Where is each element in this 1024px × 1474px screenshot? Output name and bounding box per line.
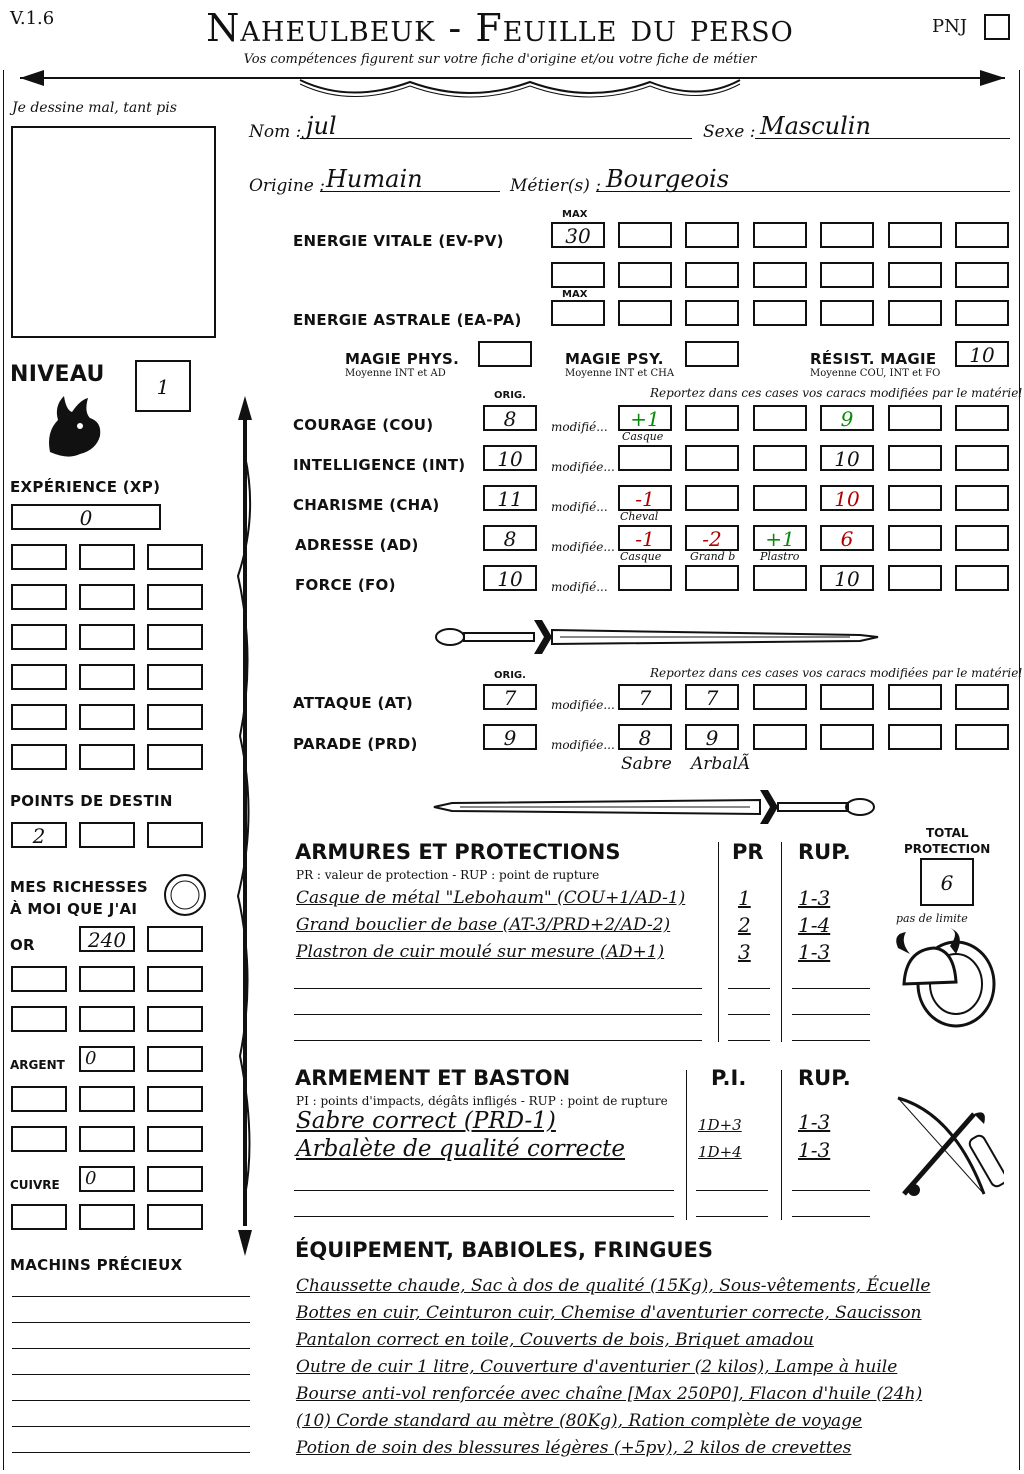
weapon-line (294, 1190, 674, 1191)
pnj-checkbox[interactable] (984, 14, 1010, 40)
parade-v2-box[interactable] (685, 724, 739, 750)
adresse-cell[interactable] (955, 525, 1009, 551)
xp-cell[interactable] (11, 624, 67, 650)
charisme-final-box[interactable] (820, 485, 874, 511)
equipment-line: Bourse anti-vol renforcée avec chaîne [Max 250P0], Flacon d'huile (24h) (296, 1384, 923, 1404)
precious-line (12, 1348, 250, 1349)
adresse-mod1: -1 (635, 527, 655, 551)
argent-cell[interactable] (147, 1086, 203, 1112)
intelligence-cell[interactable] (955, 445, 1009, 471)
magie-phys-label: MAGIE PHYS. (345, 350, 460, 368)
armor-item-rup: 1-3 (798, 940, 831, 964)
cuivre-label: CUIVRE (10, 1178, 60, 1192)
weapon-item-name: Arbalète de qualité correcte (296, 1136, 626, 1162)
xp-cell[interactable] (147, 744, 203, 770)
argent-box[interactable] (79, 1046, 135, 1072)
armor-item-pr: 1 (738, 886, 751, 910)
cuivre-cell[interactable] (147, 1204, 203, 1230)
courage-final: 9 (840, 407, 854, 431)
armor-item-rup: 1-3 (798, 886, 831, 910)
force-cell[interactable] (685, 565, 739, 591)
armor-divider (781, 842, 782, 1042)
adresse-final: 6 (840, 527, 854, 551)
precious-line (12, 1296, 250, 1297)
armor-line (792, 988, 870, 989)
xp-cell[interactable] (147, 624, 203, 650)
cuivre-cell[interactable] (79, 1204, 135, 1230)
metier-line (596, 191, 1010, 192)
equipment-line: Pantalon correct en toile, Couverts de bois, Briquet amadou (296, 1330, 814, 1350)
charisme-mod1-box[interactable] (618, 485, 672, 511)
armor-line (294, 1040, 702, 1041)
report-note: Reportez dans ces cases vos caracs modifiées par le matériel (650, 386, 1023, 400)
armor-note: PR : valeur de protection - RUP : point de rupture (296, 868, 600, 882)
sexe-field[interactable]: Masculin (760, 112, 871, 140)
ev-cell[interactable] (753, 262, 807, 288)
resist-value: 10 (969, 343, 995, 367)
charisme-cell[interactable] (955, 485, 1009, 511)
origine-line (320, 191, 500, 192)
weapon-item-rup: 1-3 (798, 1138, 831, 1162)
frame-right (1019, 70, 1020, 1470)
adresse-mod2-box[interactable] (685, 525, 739, 551)
intelligence-modifiee: modifiée... (551, 460, 615, 474)
charisme-mod1-note: Cheval (620, 510, 659, 523)
or-box[interactable] (79, 926, 135, 952)
force-label: FORCE (FO) (295, 576, 396, 594)
intelligence-label: INTELLIGENCE (INT) (293, 456, 466, 474)
xp-cell[interactable] (147, 584, 203, 610)
courage-mod1-box[interactable] (618, 405, 672, 431)
magie-phys-box[interactable] (478, 341, 532, 367)
courage-final-box[interactable] (820, 405, 874, 431)
weapon-line (696, 1190, 768, 1191)
parade-v1-box[interactable] (618, 724, 672, 750)
weapons-title: ARMEMENT ET BASTON (295, 1066, 571, 1090)
armor-line (728, 988, 770, 989)
intelligence-cell[interactable] (685, 445, 739, 471)
charisme-mod1: -1 (635, 487, 655, 511)
or-cell[interactable] (147, 1006, 203, 1032)
attaque-cell[interactable] (820, 684, 874, 710)
ev-cell[interactable] (888, 262, 942, 288)
precious-line (12, 1374, 250, 1375)
charisme-final: 10 (834, 487, 860, 511)
cuivre-cell[interactable] (11, 1204, 67, 1230)
equipment-line: Chaussette chaude, Sac à dos de qualité (15Kg), Sous-vêtements, Écuelle (296, 1276, 931, 1296)
armor-item-name: Grand bouclier de base (AT-3/PRD+2/AD-2) (296, 915, 671, 935)
charisme-cell[interactable] (888, 485, 942, 511)
ev-max-value: 30 (565, 224, 591, 248)
nom-field[interactable]: jul (306, 112, 337, 140)
xp-cell[interactable] (79, 584, 135, 610)
argent-cell[interactable] (79, 1086, 135, 1112)
parade-v1: 8 (638, 726, 652, 750)
armor-line (294, 1014, 702, 1015)
force-cell[interactable] (955, 565, 1009, 591)
armor-line (792, 1014, 870, 1015)
armor-pr-label: PR (732, 840, 764, 864)
ea-cell[interactable] (820, 300, 874, 326)
or-label: OR (10, 936, 35, 954)
or-cell[interactable] (11, 1006, 67, 1032)
ev-max-label: MAX (562, 209, 588, 220)
ea-max-label: MAX (562, 289, 588, 300)
ev-cell[interactable] (551, 262, 605, 288)
adresse-mod2-note: Grand b (690, 550, 736, 563)
portrait-caption: Je dessine mal, tant pis (12, 100, 177, 116)
weapons-rup-label: RUP. (798, 1066, 851, 1090)
sexe-label: Sexe : (703, 122, 756, 142)
or-value: 240 (87, 928, 127, 952)
adresse-mod1-note: Casque (620, 550, 662, 563)
charisme-orig: 11 (497, 487, 523, 511)
adresse-label: ADRESSE (AD) (295, 536, 419, 554)
resist-note: Moyenne COU, INT et FO (810, 368, 941, 379)
adresse-mod1-box[interactable] (618, 525, 672, 551)
intelligence-orig: 10 (497, 447, 523, 471)
ev-max-box[interactable] (551, 222, 605, 248)
armor-divider (718, 842, 719, 1042)
destin-box[interactable] (11, 822, 67, 848)
parade-cell[interactable] (820, 724, 874, 750)
subtitle: Vos compétences figurent sur votre fiche d'origine et/ou votre fiche de métier (243, 52, 757, 67)
nom-label: Nom : (249, 122, 302, 142)
xp-cell[interactable] (147, 664, 203, 690)
or-cell[interactable] (147, 926, 203, 952)
weapon-item-name: Sabre correct (PRD-1) (296, 1108, 556, 1134)
armor-item-name: Plastron de cuir moulé sur mesure (AD+1) (296, 942, 665, 962)
courage-cell[interactable] (955, 405, 1009, 431)
courage-mod1: +1 (630, 407, 660, 431)
precious-line (12, 1452, 250, 1453)
ev-cell[interactable] (753, 222, 807, 248)
ev-cell[interactable] (955, 262, 1009, 288)
portrait-box[interactable] (11, 126, 216, 338)
courage-orig-box[interactable] (483, 405, 537, 431)
destin-label: POINTS DE DESTIN (10, 792, 173, 810)
armor-item-rup: 1-4 (798, 913, 831, 937)
courage-cell[interactable] (753, 405, 807, 431)
ev-cell[interactable] (618, 222, 672, 248)
adresse-cell[interactable] (888, 525, 942, 551)
attaque-v1-box[interactable] (618, 684, 672, 710)
ea-cell[interactable] (685, 300, 739, 326)
ev-cell[interactable] (820, 222, 874, 248)
destin-value: 2 (32, 824, 46, 848)
ev-cell[interactable] (888, 222, 942, 248)
courage-orig: 8 (503, 407, 517, 431)
wealth-label-1: MES RICHESSES (10, 878, 149, 896)
page-title: Naheulbeuk - Feuille du perso (206, 6, 794, 50)
total-protection-box[interactable] (920, 858, 974, 906)
courage-mod1-note: Casque (622, 430, 664, 443)
dragon-icon (40, 392, 106, 462)
pnj-label: PNJ (932, 16, 968, 37)
charisme-cell[interactable] (685, 485, 739, 511)
weapon-line (696, 1216, 768, 1217)
resist-box[interactable] (955, 341, 1009, 367)
attaque-v2: 7 (705, 686, 719, 710)
xp-cell[interactable] (147, 704, 203, 730)
weapon-item-rup: 1-3 (798, 1110, 831, 1134)
adresse-final-box[interactable] (820, 525, 874, 551)
magie-phys-note: Moyenne INT et AD (345, 368, 446, 379)
or-cell[interactable] (79, 1006, 135, 1032)
coin-icon (162, 872, 208, 918)
equipment-line: Outre de cuir 1 litre, Couverture d'aventurier (2 kilos), Lampe à huile (296, 1357, 898, 1377)
no-limit-note: pas de limite (896, 912, 968, 925)
xp-label: EXPÉRIENCE (XP) (10, 478, 161, 496)
ea-cell[interactable] (888, 300, 942, 326)
resist-label: RÉSIST. MAGIE (810, 350, 937, 368)
precious-line (12, 1400, 250, 1401)
parade-v2: 9 (705, 726, 719, 750)
intelligence-orig-box[interactable] (483, 445, 537, 471)
intelligence-final: 10 (834, 447, 860, 471)
metier-field[interactable]: Bourgeois (606, 165, 730, 193)
attaque-cell[interactable] (955, 684, 1009, 710)
adresse-mod2: -2 (702, 527, 722, 551)
attaque-orig-box[interactable] (483, 684, 537, 710)
courage-label: COURAGE (COU) (293, 416, 434, 434)
weapon-item-pi: 1D+3 (698, 1116, 742, 1134)
ea-cell[interactable] (955, 300, 1009, 326)
weapon2-label: ArbalÃ (691, 754, 751, 774)
xp-cell[interactable] (79, 704, 135, 730)
total-protection: 6 (940, 871, 954, 895)
sword-ornament (430, 614, 880, 660)
force-cell[interactable] (888, 565, 942, 591)
xp-value: 0 (79, 506, 93, 530)
parade-orig-box[interactable] (483, 724, 537, 750)
adresse-mod3-note: Plastro (760, 550, 800, 563)
parade-orig: 9 (503, 726, 517, 750)
xp-cell[interactable] (11, 664, 67, 690)
attaque-modifiee: modifiée... (551, 698, 615, 712)
armor-line (728, 1040, 770, 1041)
weapon-line (792, 1190, 870, 1191)
cuivre-box[interactable] (79, 1166, 135, 1192)
weapons-divider (781, 1070, 782, 1220)
ea-cell[interactable] (618, 300, 672, 326)
or-cell[interactable] (79, 966, 135, 992)
parade-modifiee: modifiée... (551, 738, 615, 752)
armor-line (792, 1040, 870, 1041)
level-label: NIVEAU (10, 362, 105, 387)
weapons-divider (686, 1070, 687, 1220)
or-cell[interactable] (147, 966, 203, 992)
attaque-v1: 7 (638, 686, 652, 710)
helmet-shield-icon (890, 928, 1002, 1032)
force-orig: 10 (497, 567, 523, 591)
origine-label: Origine : (249, 176, 325, 196)
intelligence-final-box[interactable] (820, 445, 874, 471)
sword-ornament (430, 784, 880, 830)
parade-cell[interactable] (753, 724, 807, 750)
intelligence-cell[interactable] (753, 445, 807, 471)
ev-label: ENERGIE VITALE (EV-PV) (293, 232, 504, 250)
armor-title: ARMURES ET PROTECTIONS (295, 840, 621, 864)
precious-line (12, 1322, 250, 1323)
xp-cell[interactable] (79, 624, 135, 650)
argent-cell[interactable] (11, 1086, 67, 1112)
charisme-label: CHARISME (CHA) (293, 496, 440, 514)
ev-cell[interactable] (685, 222, 739, 248)
wealth-label-2: À MOI QUE J'AI (10, 900, 138, 918)
crossed-weapons-icon (884, 1094, 1004, 1214)
attaque-v2-box[interactable] (685, 684, 739, 710)
adresse-orig: 8 (503, 527, 517, 551)
courage-modifie: modifié... (551, 420, 608, 434)
destin-cell[interactable] (147, 822, 203, 848)
ev-cell[interactable] (955, 222, 1009, 248)
origine-field[interactable]: Humain (326, 165, 423, 193)
total-label-1: TOTAL (926, 826, 969, 840)
level-value: 1 (156, 375, 170, 399)
equipment-line: (10) Corde standard au mètre (80Kg), Ration complète de voyage (296, 1411, 863, 1431)
or-cell[interactable] (11, 966, 67, 992)
force-final: 10 (834, 567, 860, 591)
weapon-line (294, 1216, 674, 1217)
equipment-line: Potion de soin des blessures légères (+5pv), 2 kilos de crevettes (296, 1438, 852, 1458)
adresse-modifiee: modifiée... (551, 540, 615, 554)
precious-line (12, 1426, 250, 1427)
cuivre-value: 0 (85, 1168, 97, 1189)
ev-cell[interactable] (685, 262, 739, 288)
attaque-cell[interactable] (753, 684, 807, 710)
orig-label: ORIG. (494, 390, 526, 401)
combat-orig-label: ORIG. (494, 670, 526, 681)
adresse-orig-box[interactable] (483, 525, 537, 551)
xp-cell[interactable] (11, 584, 67, 610)
weapon-item-pi: 1D+4 (698, 1143, 742, 1161)
version: V.1.6 (10, 8, 55, 29)
parade-cell[interactable] (955, 724, 1009, 750)
force-orig-box[interactable] (483, 565, 537, 591)
adresse-mod3-box[interactable] (753, 525, 807, 551)
magie-psy-label: MAGIE PSY. (565, 350, 664, 368)
force-modifie: modifié... (551, 580, 608, 594)
intelligence-cell[interactable] (888, 445, 942, 471)
armor-item-pr: 3 (738, 940, 751, 964)
xp-cell[interactable] (11, 704, 67, 730)
argent-cell[interactable] (79, 1126, 135, 1152)
courage-cell[interactable] (888, 405, 942, 431)
argent-label: ARGENT (10, 1058, 65, 1072)
courage-cell[interactable] (685, 405, 739, 431)
weapon1-label: Sabre (621, 754, 672, 774)
magie-psy-box[interactable] (685, 341, 739, 367)
xp-box[interactable] (11, 504, 161, 530)
intelligence-cell[interactable] (618, 445, 672, 471)
ev-cell[interactable] (618, 262, 672, 288)
combat-report-note: Reportez dans ces cases vos caracs modifiées par le matériel (650, 666, 1023, 680)
armor-line (728, 1014, 770, 1015)
xp-cell[interactable] (147, 544, 203, 570)
charisme-orig-box[interactable] (483, 485, 537, 511)
force-final-box[interactable] (820, 565, 874, 591)
frame-left (3, 70, 4, 1470)
attaque-cell[interactable] (888, 684, 942, 710)
attaque-label: ATTAQUE (AT) (293, 694, 414, 712)
xp-cell[interactable] (11, 744, 67, 770)
ea-max-box[interactable] (551, 300, 605, 326)
weapons-pi-label: P.I. (711, 1066, 747, 1090)
armor-rup-label: RUP. (798, 840, 851, 864)
charisme-cell[interactable] (753, 485, 807, 511)
parade-label: PARADE (PRD) (293, 735, 418, 753)
level-box[interactable] (135, 360, 191, 412)
armor-line (294, 988, 702, 989)
attaque-orig: 7 (503, 686, 517, 710)
metier-label: Métier(s) : (510, 176, 602, 196)
nom-line (300, 138, 692, 139)
xp-cell[interactable] (11, 544, 67, 570)
ea-cell[interactable] (753, 300, 807, 326)
cuivre-cell[interactable] (147, 1166, 203, 1192)
argent-cell[interactable] (147, 1126, 203, 1152)
xp-cell[interactable] (79, 744, 135, 770)
xp-cell[interactable] (79, 544, 135, 570)
armor-item-name: Casque de métal "Lebohaum" (COU+1/AD-1) (296, 888, 686, 908)
equipment-line: Bottes en cuir, Ceinturon cuir, Chemise d'aventurier correcte, Saucisson (296, 1303, 922, 1323)
adresse-mod3: +1 (765, 527, 795, 551)
ea-label: ENERGIE ASTRALE (EA-PA) (293, 311, 522, 329)
total-label-2: PROTECTION (904, 842, 991, 856)
argent-cell[interactable] (147, 1046, 203, 1072)
ev-cell[interactable] (820, 262, 874, 288)
magie-psy-note: Moyenne INT et CHA (565, 368, 675, 379)
destin-cell[interactable] (79, 822, 135, 848)
weapons-note: PI : points d'impacts, dégâts infligés - RUP : point de rupture (296, 1094, 668, 1108)
parade-cell[interactable] (888, 724, 942, 750)
argent-value: 0 (85, 1048, 97, 1069)
armor-item-pr: 2 (738, 913, 751, 937)
weapon-line (792, 1216, 870, 1217)
force-cell[interactable] (753, 565, 807, 591)
argent-cell[interactable] (11, 1126, 67, 1152)
charisme-modifie: modifié... (551, 500, 608, 514)
equipment-title: ÉQUIPEMENT, BABIOLES, FRINGUES (295, 1238, 713, 1262)
force-cell[interactable] (618, 565, 672, 591)
xp-cell[interactable] (79, 664, 135, 690)
sexe-line (755, 138, 1010, 139)
spear-ornament (228, 396, 262, 1256)
precious-label: MACHINS PRÉCIEUX (10, 1256, 183, 1274)
